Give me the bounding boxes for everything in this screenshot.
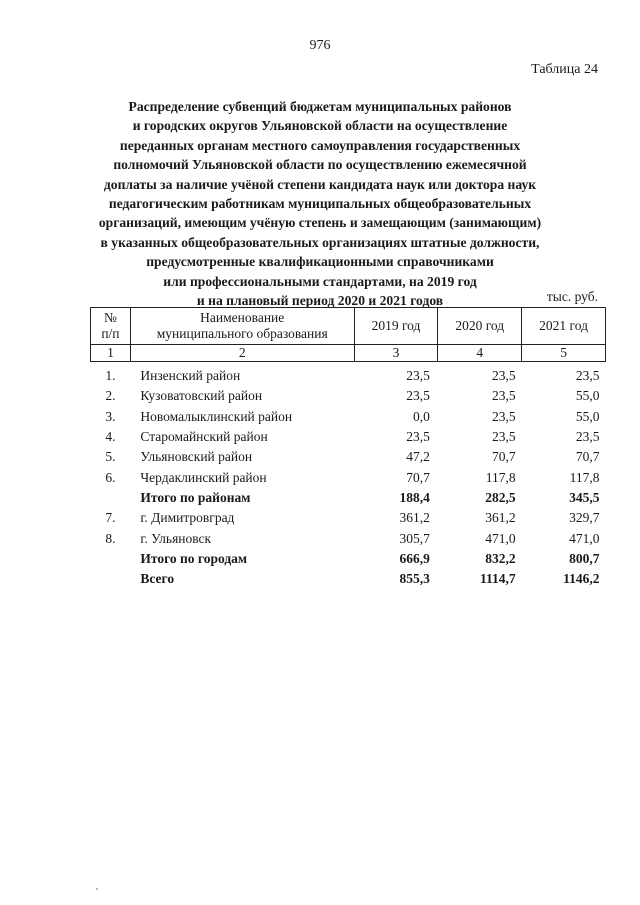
title-line: или профессиональными стандартами, на 2019 год: [163, 273, 477, 289]
column-number: 1: [91, 345, 131, 362]
row-2021: 70,7: [575, 449, 600, 465]
row-number: 7.: [105, 510, 116, 526]
row-2021: 23,5: [575, 429, 600, 445]
header-name: [130, 308, 354, 345]
table-row: [91, 508, 606, 528]
title-line: доплаты за наличие учёной степени кандидата наук или доктора наук: [103, 176, 537, 192]
row-number: 5.: [105, 449, 116, 465]
row-number: 6.: [105, 469, 116, 485]
column-number: 4: [438, 345, 522, 362]
row-2020: 471,0: [485, 530, 516, 546]
header-2021: 2021 год: [522, 308, 606, 345]
page-number: 976: [309, 38, 331, 53]
row-name: Всего: [140, 571, 175, 587]
header-name-line2: муниципального образования: [156, 326, 328, 341]
row-name: Инзенский район: [140, 368, 241, 384]
table-row: [91, 467, 606, 487]
scan-speck: [96, 888, 98, 890]
title-line: педагогическим работникам муниципальных общеобразовательных: [108, 196, 532, 212]
row-2020: 1114,7: [480, 571, 516, 587]
header-num-line2: п/п: [101, 326, 120, 341]
units-label: тыс. руб.: [546, 289, 598, 304]
title-line: полномочий Ульяновской области по осуществлению ежемесячной: [113, 157, 527, 173]
row-number: [91, 488, 131, 508]
title-line: и городских округов Ульяновской области на осуществление: [132, 118, 508, 134]
table-row: [91, 386, 606, 406]
row-2020: 23,5: [492, 429, 516, 445]
row-number: 1.: [105, 368, 116, 384]
row-name: Старомайнский район: [140, 429, 268, 445]
table-body: [91, 362, 606, 590]
row-2020: 361,2: [485, 510, 516, 526]
row-2019: 23,5: [406, 368, 430, 384]
header-2020: 2020 год: [438, 308, 522, 345]
row-number: 4.: [105, 429, 116, 445]
table-row: [91, 407, 606, 427]
row-number: [91, 549, 131, 569]
row-2019: 0,0: [412, 408, 430, 424]
row-2020: 117,8: [485, 469, 516, 485]
row-number: 3.: [105, 408, 116, 424]
table-label: Таблица 24: [531, 62, 598, 77]
header-num-line1: №: [103, 310, 117, 325]
subtotal-row-cities: [91, 549, 606, 569]
row-2021: 471,0: [569, 530, 600, 546]
row-2021: 1146,2: [563, 571, 600, 587]
table-row: [91, 447, 606, 467]
row-2021: 345,5: [569, 489, 600, 505]
row-2019: 47,2: [406, 449, 430, 465]
row-2019: 23,5: [406, 388, 430, 404]
row-2019: 23,5: [406, 429, 430, 445]
row-name: Чердаклинский район: [140, 469, 267, 485]
title-line: предусмотренные квалификационными справочниками: [146, 254, 494, 270]
title-line: организаций, имеющим учёную степень и замещающим (занимающим): [98, 215, 542, 231]
row-name: Итого по районам: [140, 489, 251, 505]
row-name: Новомалыклинский район: [140, 408, 293, 424]
row-2021: 117,8: [569, 469, 600, 485]
row-name: Итого по городам: [140, 550, 248, 566]
row-2020: 23,5: [492, 368, 516, 384]
title-line: в указанных общеобразовательных организациях штатные должности,: [100, 234, 540, 250]
row-name: г. Ульяновск: [140, 530, 212, 546]
header-row: [91, 308, 606, 345]
row-name: Кузоватовский район: [140, 388, 263, 404]
table-row: [91, 528, 606, 548]
row-2021: 800,7: [569, 550, 600, 566]
row-number: [91, 569, 131, 589]
document-title: [90, 97, 550, 310]
header-2019: 2019 год: [354, 308, 438, 345]
column-number: 2: [130, 345, 354, 362]
subtotal-row-districts: [91, 488, 606, 508]
row-2019: 666,9: [399, 550, 430, 566]
row-2021: 329,7: [569, 510, 600, 526]
column-number-row: [91, 345, 606, 362]
row-2021: 23,5: [575, 368, 600, 384]
title-line: Распределение субвенций бюджетам муниципальных районов: [128, 99, 512, 114]
header-name-line1: Наименование: [200, 310, 285, 325]
row-2019: 361,2: [399, 510, 430, 526]
row-number: 8.: [105, 530, 116, 546]
row-2019: 855,3: [399, 571, 430, 587]
column-number: 3: [354, 345, 438, 362]
header-num: [91, 308, 131, 345]
row-2019: 70,7: [406, 469, 430, 485]
column-number: 5: [522, 345, 606, 362]
table-row: [91, 362, 606, 387]
title-line: переданных органам местного самоуправления государственных: [119, 137, 521, 153]
grand-total-row: [91, 569, 606, 589]
row-2019: 188,4: [399, 489, 430, 505]
row-name: г. Димитровград: [140, 510, 235, 526]
row-2020: 23,5: [492, 408, 516, 424]
title-line: и на плановый период 2020 и 2021 годов: [196, 293, 444, 309]
row-2021: 55,0: [575, 388, 600, 404]
row-2021: 55,0: [575, 408, 600, 424]
row-2020: 70,7: [492, 449, 516, 465]
table-row: [91, 427, 606, 447]
row-number: 2.: [105, 388, 116, 404]
row-2019: 305,7: [399, 530, 430, 546]
row-name: Ульяновский район: [140, 449, 253, 465]
subvention-table: [90, 307, 606, 589]
row-2020: 282,5: [485, 489, 516, 505]
row-2020: 832,2: [485, 550, 516, 566]
row-2020: 23,5: [492, 388, 516, 404]
